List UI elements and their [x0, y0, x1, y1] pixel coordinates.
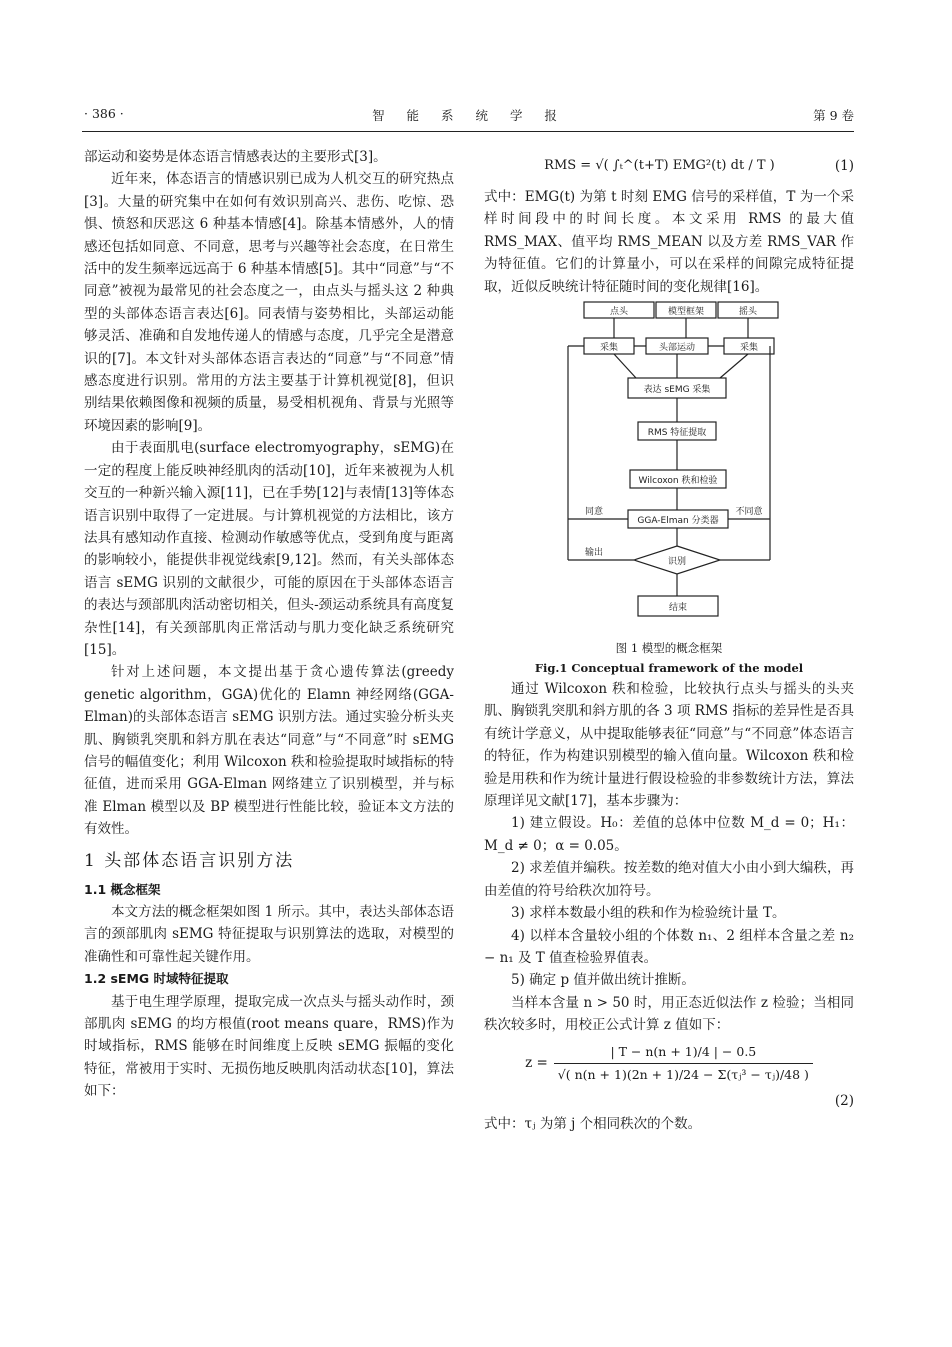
figure-1-framework-diagram: [544, 300, 794, 638]
section-heading: 1 头部体态语言识别方法: [84, 850, 295, 871]
equation-number: (1): [834, 157, 854, 174]
diagram-label: 表达 sEMG 采集: [643, 385, 711, 396]
diagram-label: 采集: [599, 343, 619, 354]
equation-2-denominator: √( n(n + 1)(2n + 1)/24 − Σ(τⱼ³ − τⱼ)/48 ): [557, 1066, 809, 1082]
journal-name: 智 能 系 统 学 报: [372, 108, 566, 123]
right-column: [484, 146, 854, 1135]
diagram-label: GGA-Elman 分类器: [637, 516, 719, 527]
paragraph: 针对上述问题，本文提出基于贪心遗传算法(greedy genetic algorithm，GGA)优化的 Elamn 神经网络(GGA-Elman)的头部体态语言 sEMG 识别方法。通过实验分析头夹肌、胸锁乳突肌和斜方肌在表达“同意”与“不同意”时 sEMG 信号的幅值变化；利用 Wilcoxon 秩和检验提取时域指标的特征值，进而采用 GGA-Elman 网络建立了识别模型，并与标准 Elman 模型以及 BP 模型进行性能比较，验证本文方法的有效性。: [84, 664, 454, 838]
equation-2-numerator: | T − n(n + 1)/4 | − 0.5: [554, 1041, 813, 1064]
diagram-label: RMS 特征提取: [647, 428, 707, 439]
subsection-heading: 1.1 概念框架: [84, 881, 161, 897]
figure-caption-en: Fig.1 Conceptual framework of the model: [534, 661, 804, 676]
paragraph: 式中：τⱼ 为第 j 个相同秩次的个数。: [484, 1115, 702, 1132]
figure-caption: 图 1 模型的概念框架: [615, 641, 723, 656]
diagram-label: 结束: [668, 603, 688, 614]
equation-number: (2): [834, 1093, 854, 1110]
paragraph: 式中：EMG(t) 为第 t 时刻 EMG 信号的采样值，T 为一个采样时间段中的时间长度。本文采用 RMS 的最大值 RMS_MAX、值平均 RMS_MEAN 以及方差 RMS_VAR 作为特征值。它们的计算量小，可以在采样的间隙完成特征提取，近似反映统计特征随时间的变化规律[16]。: [484, 189, 854, 295]
step-3: 3) 求样本数最小组的秩和作为检验统计量 T。: [511, 905, 786, 922]
diagram-label: 摇头: [738, 307, 758, 318]
equation-2-fraction: [554, 1041, 813, 1087]
paragraph: 基于电生理学原理，提取完成一次点头与摇头动作时，颈部肌肉 sEMG 的均方根值(root means quare，RMS)作为时域指标，RMS 能够在时间维度上反映 sEMG 振幅的变化特征，常被用于实时、无损伤地反映肌肉活动状态[10]，算法如下：: [84, 993, 454, 1100]
paragraph: 当样本含量 n > 50 时，用正态近似法作 z 检验；当相同秩次较多时，用校正公式计算 z 值如下：: [484, 994, 854, 1034]
step-5: 5) 确定 p 值并做出统计推断。: [511, 972, 695, 989]
diagram-label: 点头: [609, 307, 629, 318]
volume-number: 第 9 卷: [813, 108, 854, 123]
equation-2: [484, 1041, 854, 1087]
diagram-label: 采集: [739, 343, 759, 354]
step-4: 4) 以样本含量较小组的个体数 n₁、2 组样本含量之差 n₂ − n₁ 及 T 值查检验界值表。: [484, 927, 854, 966]
diagram-label: 不同意: [735, 507, 763, 518]
header-rule: [82, 131, 854, 132]
running-header: [84, 106, 854, 126]
paragraph: 本文方法的概念框架如图 1 所示。其中，表达头部体态语言的颈部肌肉 sEMG 特征提取与识别算法的选取，对模型的准确性和可靠性起关键作用。: [84, 904, 454, 965]
equation-1: [484, 146, 854, 186]
step-1: 1) 建立假设。H₀：差值的总体中位数 M_d = 0；H₁：M_d ≠ 0；α = 0.05。: [484, 815, 854, 854]
diagram-label: 模型框架: [667, 307, 705, 318]
paragraph: 部运动和姿势是体态语言情感表达的主要形式[3]。: [84, 149, 387, 165]
diagram-label: 头部运动: [658, 343, 696, 354]
equation-2-lhs: z =: [525, 1055, 548, 1072]
subsection-heading: 1.2 sEMG 时域特征提取: [84, 971, 229, 987]
diagram-label: 同意: [584, 507, 604, 518]
diagram-label: 识别: [667, 557, 687, 568]
equation-1-body: RMS = √( ∫ₜ^(t+T) EMG²(t) dt / T ): [544, 157, 775, 173]
paragraph: 通过 Wilcoxon 秩和检验，比较执行点头与摇头的头夹肌、胸锁乳突肌和斜方肌的各 3 项 RMS 指标的差异性是否具有统计学意义，从中提取能够表征“同意”与“不同意”体态语言的特征，作为构建识别模型的输入值向量。Wilcoxon 秩和检验是用秩和作为统计量进行假设检验的非参数统计方法，算法原理详见文献[17]，基本步骤为：: [484, 681, 854, 810]
paragraph: 由于表面肌电(surface electromyography，sEMG)在一定的程度上能反映神经肌肉的活动[10]，近年来被视为人机交互的一种新兴输入源[11]，已在手势[12]与表情[13]等体态语言识别中取得了一定进展。与计算机视觉的方法相比，该方法具有感知动作直接、检测动作敏感等优点，受到角度与距离的影响较小，能提供非视觉线索[9,12]。然而，有关头部体态语言 sEMG 识别的文献很少，可能的原因在于头部体态语言的表达与颈部肌肉活动密切相关，但头-颈运动系统具有高度复杂性[14]，有关颈部肌肉正常活动与肌力变化缺乏系统研究[15]。: [84, 440, 454, 658]
paragraph: 近年来，体态语言的情感识别已成为人机交互的研究热点[3]。大量的研究集中在如何有效识别高兴、悲伤、吃惊、恐惧、愤怒和厌恶这 6 种基本情感[4]。除基本情感外，人的情感还包括如同意、不同意，思考与兴趣等社会态度，在日常生活中的发生频率远远高于 6 种基本情感[5]。其中“同意”与“不同意”被视为最常见的社会态度之一，由点头与摇头这 2 种典型的头部体态语言表达[6]。同表情与姿势相比，头部运动能够灵活、准确和自发地传递人的情感与态度，几乎完全是潜意识的[7]。本文针对头部体态语言表达的“同意”与“不同意”情感态度进行识别。常用的方法主要基于计算机视觉[8]，但识别结果依赖图像和视频的质量，易受相机视角、背景与光照等环境因素的影响[9]。: [84, 171, 454, 434]
diagram-label: 输出: [584, 548, 604, 559]
left-column: [84, 146, 454, 1103]
diagram-label: Wilcoxon 秩和检验: [638, 476, 718, 487]
page-number: · 386 ·: [84, 106, 124, 121]
step-2: 2) 求差值并编秩。按差数的绝对值大小由小到大编秩，再由差值的符号给秩次加符号。: [484, 860, 854, 899]
